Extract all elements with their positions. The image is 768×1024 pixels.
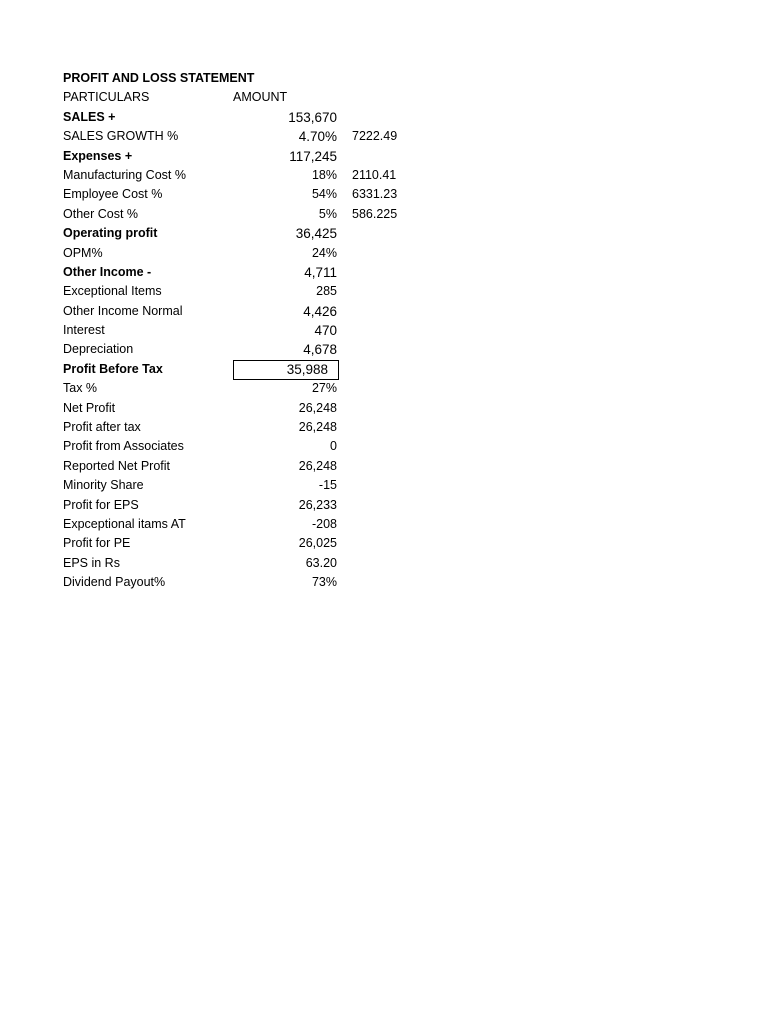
row-label: OPM%: [63, 245, 103, 260]
row-amount: 54%: [311, 187, 337, 202]
row-label: Profit from Associates: [63, 439, 184, 454]
row-profit-from-associates: [63, 437, 423, 456]
row-amount: 26,248: [298, 400, 337, 415]
row-exceptional-items: [63, 282, 423, 301]
row-amount: 26,025: [298, 536, 337, 551]
row-manufacturing-cost: [63, 166, 423, 185]
row-label: Profit after tax: [63, 420, 141, 435]
row-employee-cost: [63, 185, 423, 204]
row-amount: 5%: [318, 206, 337, 221]
row-amount: 26,233: [298, 497, 337, 512]
row-label: Minority Share: [63, 478, 144, 493]
header-amount: AMOUNT: [233, 90, 288, 105]
row-exceptional-items-at: [63, 515, 423, 534]
row-amount: 63.20: [305, 555, 337, 570]
row-amount: -15: [318, 478, 337, 493]
row-label: SALES GROWTH %: [63, 129, 179, 144]
row-amount: 285: [316, 284, 337, 299]
row-label: Manufacturing Cost %: [63, 167, 186, 182]
row-expenses: [63, 147, 423, 166]
row-amount: 4,426: [303, 303, 337, 319]
row-amount: 26,248: [298, 420, 337, 435]
row-amount: 4.70%: [298, 129, 337, 145]
row-profit-after-tax: [63, 418, 423, 437]
row-profit-before-tax: [63, 360, 423, 379]
row-other-income: [63, 263, 423, 282]
row-extra-value: 586.225: [352, 206, 398, 221]
row-amount: 26,248: [298, 458, 337, 473]
row-interest: [63, 321, 423, 340]
row-profit-for-pe: [63, 534, 423, 553]
row-other-cost: [63, 205, 423, 224]
row-label: Tax %: [63, 381, 98, 396]
row-amount: -208: [311, 516, 337, 531]
row-amount: 4,678: [303, 342, 337, 358]
row-amount: 0: [330, 439, 337, 454]
header-particulars: PARTICULARS: [63, 90, 150, 105]
row-amount: 27%: [311, 381, 337, 396]
row-depreciation: [63, 340, 423, 359]
row-label: Reported Net Profit: [63, 458, 170, 473]
row-label: Exceptional Items: [63, 284, 162, 299]
row-label: Interest: [63, 323, 105, 338]
row-label: Other Cost %: [63, 206, 139, 221]
row-amount: 470: [314, 323, 337, 339]
row-label: Depreciation: [63, 342, 134, 357]
row-amount: 117,245: [289, 148, 337, 164]
row-amount: 18%: [311, 167, 337, 182]
row-net-profit: [63, 399, 423, 418]
row-reported-net-profit: [63, 457, 423, 476]
row-label: EPS in Rs: [63, 555, 120, 570]
row-label: Net Profit: [63, 400, 116, 415]
row-sales-growth: [63, 127, 423, 146]
title-row: [63, 69, 423, 88]
row-operating-profit: [63, 224, 423, 243]
row-amount: 73%: [311, 575, 337, 590]
row-extra-value: 6331.23: [352, 187, 398, 202]
row-amount: 36,425: [295, 226, 337, 242]
row-label: Other Income Normal: [63, 303, 183, 318]
row-profit-for-eps: [63, 496, 423, 515]
statement-title: PROFIT AND LOSS STATEMENT: [63, 71, 255, 85]
row-label: Other Income -: [63, 264, 152, 279]
row-label: Expceptional itams AT: [63, 516, 186, 531]
row-label: Employee Cost %: [63, 187, 163, 202]
row-other-income-normal: [63, 302, 423, 321]
row-extra-value: 2110.41: [352, 167, 397, 182]
row-label: Profit for EPS: [63, 497, 139, 512]
row-extra-value: 7222.49: [352, 129, 398, 144]
row-eps: [63, 554, 423, 573]
row-sales: [63, 108, 423, 127]
row-label: SALES +: [63, 109, 116, 124]
row-label: Profit for PE: [63, 536, 131, 551]
row-label: Expenses +: [63, 148, 133, 163]
row-amount: 24%: [311, 245, 337, 260]
row-label: Profit Before Tax: [63, 361, 163, 376]
row-dividend-payout: [63, 573, 423, 592]
row-opm: [63, 244, 423, 263]
row-label: Operating profit: [63, 226, 158, 241]
row-amount: 153,670: [288, 109, 337, 125]
profit-loss-sheet: [63, 69, 423, 593]
row-minority-share: [63, 476, 423, 495]
header-row: [63, 88, 423, 107]
selected-cell[interactable]: 35,988: [233, 360, 339, 380]
row-tax: [63, 379, 423, 398]
row-amount: 4,711: [304, 264, 337, 280]
row-label: Dividend Payout%: [63, 575, 166, 590]
